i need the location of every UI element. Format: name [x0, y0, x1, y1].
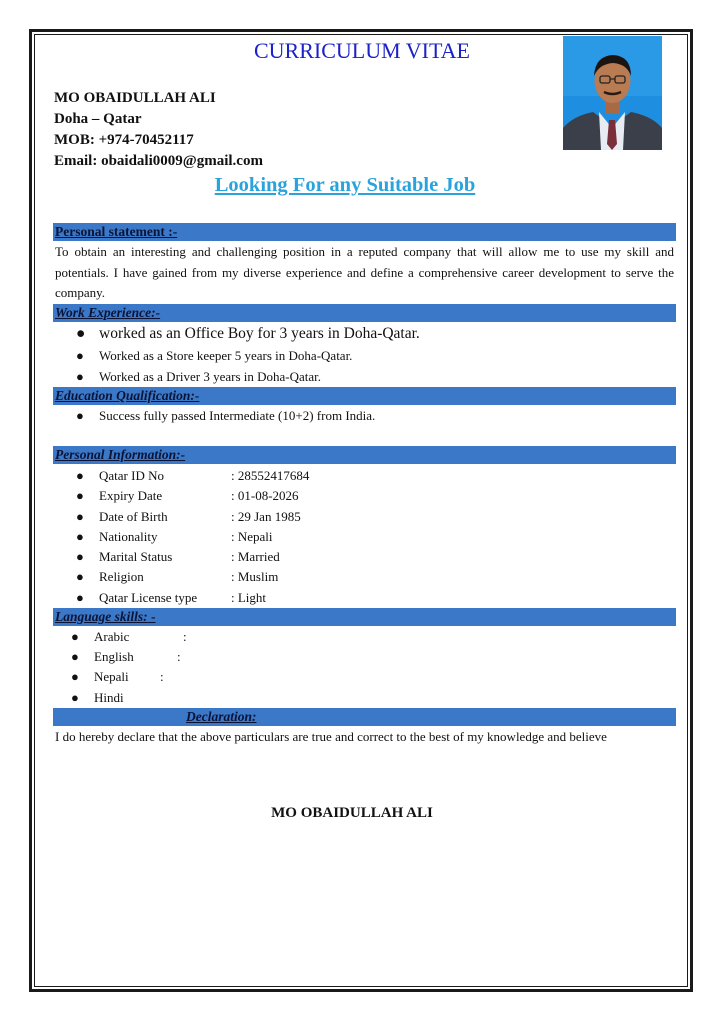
language-heading [55, 608, 156, 626]
language-bar [53, 608, 676, 626]
language-name: English [94, 649, 134, 664]
profile-photo [563, 36, 662, 150]
declaration-heading: Declaration: [186, 709, 257, 724]
education-bar [53, 387, 676, 405]
language-name: Nepali [94, 669, 129, 684]
language-heading-text: Language skills: [55, 609, 148, 624]
table-row: ● Religion : Muslim [76, 569, 279, 584]
candidate-email: Email: obaidali0009@gmail.com [54, 153, 263, 169]
list-item: ● English : [71, 649, 181, 664]
list-item: ● Nepali : [71, 669, 164, 684]
info-key: Expiry Date [99, 488, 163, 503]
education-heading: Education Qualification:- [55, 388, 200, 403]
language-heading-suffix: - [147, 609, 156, 624]
candidate-location: Doha – Qatar [54, 111, 142, 127]
info-value: : Married [231, 549, 280, 564]
table-row: ● Nationality : Nepali [76, 529, 273, 544]
info-value: : 01-08-2026 [231, 488, 299, 503]
info-value: : Muslim [231, 569, 279, 584]
candidate-mobile: MOB: +974-70452117 [54, 132, 194, 148]
work-experience-bar [53, 304, 676, 322]
work-item-1: worked as an Office Boy for 3 years in Doha-Qatar. [99, 325, 420, 342]
list-item: ● Arabic : [71, 629, 187, 644]
declaration-bar [53, 708, 676, 726]
info-key: Qatar ID No [99, 468, 164, 483]
work-item-2: Worked as a Store keeper 5 years in Doha-Qatar. [99, 348, 353, 363]
list-item: ● Worked as a Driver 3 years in Doha-Qatar. [76, 369, 322, 384]
info-value: : 29 Jan 1985 [231, 509, 301, 524]
personal-statement-heading: Personal statement :- [55, 224, 178, 239]
list-item: ● Hindi [71, 690, 124, 705]
info-value: : 28552417684 [231, 468, 310, 483]
declaration-text: I do hereby declare that the above particulars are true and correct to the best of my knowledge and believe [55, 729, 607, 744]
info-value: : Nepali [231, 529, 273, 544]
personal-statement-bar [53, 223, 676, 241]
personal-statement-text: To obtain an interesting and challenging position in a reputed company that will allow me to use my skill and potentials. I have gained from my diverse experience and define a comprehensive career development to serve the company. [55, 244, 674, 300]
info-key: Religion [99, 569, 144, 584]
table-row: ● Qatar License type : Light [76, 590, 267, 605]
info-key: Date of Birth [99, 509, 168, 524]
document-title: CURRICULUM VITAE [253, 38, 470, 63]
info-key: Nationality [99, 529, 158, 544]
work-experience-heading: Work Experience:- [55, 305, 161, 320]
table-row: ● Qatar ID No : 28552417684 [76, 468, 310, 483]
language-sep: : [183, 629, 187, 644]
education-item-1: Success fully passed Intermediate (10+2) from India. [99, 408, 376, 423]
list-item: ● worked as an Office Boy for 3 years in Doha-Qatar. [76, 325, 420, 342]
job-objective-heading: Looking For any Suitable Job [214, 174, 476, 196]
work-item-3: Worked as a Driver 3 years in Doha-Qatar. [99, 369, 322, 384]
language-name: Hindi [94, 690, 124, 705]
info-value: : Light [231, 590, 267, 605]
list-item: ● Worked as a Store keeper 5 years in Doha-Qatar. [76, 348, 353, 363]
candidate-name: MO OBAIDULLAH ALI [54, 90, 216, 106]
info-key: Qatar License type [99, 590, 198, 605]
personal-info-heading: Personal Information:- [55, 447, 186, 462]
info-key: Marital Status [99, 549, 173, 564]
personal-info-bar [53, 446, 676, 464]
language-sep: : [160, 669, 164, 684]
table-row: ● Marital Status : Married [76, 549, 280, 564]
list-item: ● Success fully passed Intermediate (10+2) from India. [76, 408, 376, 423]
table-row: ● Date of Birth : 29 Jan 1985 [76, 509, 301, 524]
table-row: ● Expiry Date : 01-08-2026 [76, 488, 299, 503]
signature-name: MO OBAIDULLAH ALI [271, 805, 433, 821]
language-sep: : [177, 649, 181, 664]
language-name: Arabic [94, 629, 130, 644]
